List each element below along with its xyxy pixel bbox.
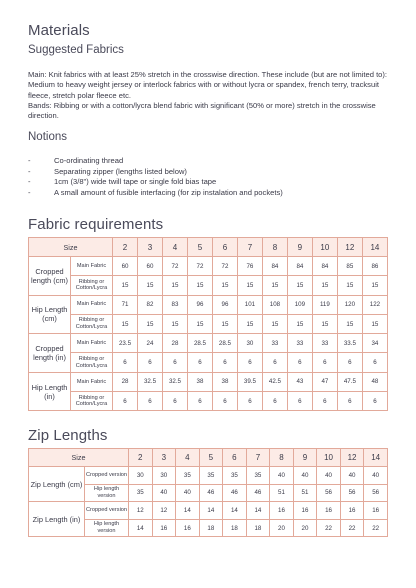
table-row bbox=[29, 467, 388, 485]
size-column-header: 6 bbox=[212, 238, 237, 257]
value-cell: 6 bbox=[287, 353, 312, 372]
value-cell: 15 bbox=[212, 314, 237, 333]
fabric-requirements-heading: Fabric requirements bbox=[28, 216, 164, 233]
size-column-header: 14 bbox=[362, 238, 387, 257]
value-cell: 6 bbox=[237, 353, 262, 372]
value-cell: 84 bbox=[312, 257, 337, 276]
bullet-dash: - bbox=[28, 156, 31, 165]
value-cell: 30 bbox=[237, 334, 262, 353]
value-cell: 40 bbox=[293, 467, 317, 485]
value-cell: 15 bbox=[237, 276, 262, 295]
value-cell: 14 bbox=[223, 502, 247, 520]
value-cell: 101 bbox=[237, 295, 262, 314]
value-cell: 16 bbox=[340, 502, 364, 520]
value-cell: 47 bbox=[312, 372, 337, 391]
row-label-cell: Cropped version bbox=[85, 502, 129, 520]
value-cell: 83 bbox=[162, 295, 187, 314]
value-cell: 33 bbox=[262, 334, 287, 353]
notion-item bbox=[28, 167, 388, 178]
value-cell: 72 bbox=[162, 257, 187, 276]
size-header-cell: Size bbox=[29, 449, 129, 467]
bullet-dash: - bbox=[28, 166, 31, 176]
table-row bbox=[29, 353, 388, 372]
value-cell: 15 bbox=[138, 314, 163, 333]
value-cell: 18 bbox=[223, 519, 247, 537]
value-cell: 16 bbox=[364, 502, 388, 520]
value-cell: 6 bbox=[337, 353, 362, 372]
size-column-header: 14 bbox=[364, 449, 388, 467]
size-column-header: 2 bbox=[113, 238, 138, 257]
size-column-header: 8 bbox=[270, 449, 294, 467]
notion-text: Separating zipper (lengths listed below) bbox=[54, 166, 187, 176]
value-cell: 22 bbox=[364, 519, 388, 537]
value-cell: 32.5 bbox=[162, 372, 187, 391]
value-cell: 14 bbox=[129, 519, 153, 537]
row-label-cell: Ribbing or Cotton/Lycra bbox=[71, 392, 113, 411]
value-cell: 15 bbox=[262, 276, 287, 295]
size-column-header: 10 bbox=[312, 238, 337, 257]
row-label-cell: Main Fabric bbox=[71, 257, 113, 276]
zip-lengths-table bbox=[28, 448, 388, 537]
value-cell: 76 bbox=[237, 257, 262, 276]
value-cell: 32.5 bbox=[138, 372, 163, 391]
value-cell: 28.5 bbox=[212, 334, 237, 353]
size-column-header: 8 bbox=[262, 238, 287, 257]
notion-text: Co-ordinating thread bbox=[54, 156, 124, 165]
value-cell: 33 bbox=[287, 334, 312, 353]
value-cell: 84 bbox=[287, 257, 312, 276]
value-cell: 47.5 bbox=[337, 372, 362, 391]
value-cell: 15 bbox=[187, 314, 212, 333]
value-cell: 6 bbox=[138, 353, 163, 372]
value-cell: 6 bbox=[113, 392, 138, 411]
notions-heading: Notions bbox=[28, 131, 67, 143]
size-column-header: 3 bbox=[138, 238, 163, 257]
value-cell: 72 bbox=[187, 257, 212, 276]
size-header-cell: Size bbox=[29, 238, 113, 257]
value-cell: 33 bbox=[312, 334, 337, 353]
group-label-cell: Hip Length (in) bbox=[29, 372, 71, 411]
value-cell: 122 bbox=[362, 295, 387, 314]
group-label-cell: Cropped length (in) bbox=[29, 334, 71, 373]
value-cell: 16 bbox=[293, 502, 317, 520]
value-cell: 22 bbox=[340, 519, 364, 537]
value-cell: 6 bbox=[237, 392, 262, 411]
value-cell: 46 bbox=[246, 484, 270, 502]
value-cell: 16 bbox=[152, 519, 176, 537]
main-fabric-description: Main: Knit fabrics with at least 25% stretch in the crosswise direction. These include (but are not limited to): Medium to heavy weight jersey or interlock fabrics with or without lycra or spandex, french terry, tracksuit fleece, stretch polar fleece etc. bbox=[28, 70, 388, 100]
value-cell: 86 bbox=[362, 257, 387, 276]
row-label-cell: Ribbing or Cotton/Lycra bbox=[71, 353, 113, 372]
value-cell: 35 bbox=[246, 467, 270, 485]
table-row bbox=[29, 295, 388, 314]
row-label-cell: Cropped version bbox=[85, 467, 129, 485]
table-row bbox=[29, 372, 388, 391]
value-cell: 84 bbox=[262, 257, 287, 276]
value-cell: 40 bbox=[270, 467, 294, 485]
notions-list bbox=[28, 156, 388, 198]
row-label-cell: Hip length version bbox=[85, 519, 129, 537]
value-cell: 16 bbox=[317, 502, 341, 520]
value-cell: 6 bbox=[187, 392, 212, 411]
value-cell: 71 bbox=[113, 295, 138, 314]
value-cell: 109 bbox=[287, 295, 312, 314]
notion-text: 1cm (3/8") wide twill tape or single fold bias tape bbox=[54, 177, 217, 187]
value-cell: 15 bbox=[237, 314, 262, 333]
value-cell: 15 bbox=[113, 314, 138, 333]
value-cell: 6 bbox=[262, 392, 287, 411]
value-cell: 18 bbox=[246, 519, 270, 537]
value-cell: 40 bbox=[152, 484, 176, 502]
value-cell: 43 bbox=[287, 372, 312, 391]
bands-fabric-description: Bands: Ribbing or with a cotton/lycra blend fabric with significant (50% or more) stretch in the crosswise direction. bbox=[28, 101, 376, 121]
value-cell: 15 bbox=[287, 276, 312, 295]
value-cell: 82 bbox=[138, 295, 163, 314]
bullet-dash: - bbox=[28, 187, 31, 197]
group-label-cell: Hip Length (cm) bbox=[29, 295, 71, 334]
value-cell: 33.5 bbox=[337, 334, 362, 353]
value-cell: 40 bbox=[340, 467, 364, 485]
table-row bbox=[29, 502, 388, 520]
value-cell: 15 bbox=[212, 276, 237, 295]
value-cell: 38 bbox=[187, 372, 212, 391]
value-cell: 56 bbox=[317, 484, 341, 502]
value-cell: 34 bbox=[362, 334, 387, 353]
value-cell: 15 bbox=[312, 276, 337, 295]
value-cell: 6 bbox=[312, 392, 337, 411]
table-row bbox=[29, 257, 388, 276]
value-cell: 15 bbox=[287, 314, 312, 333]
value-cell: 40 bbox=[317, 467, 341, 485]
size-column-header: 10 bbox=[317, 449, 341, 467]
value-cell: 6 bbox=[212, 353, 237, 372]
value-cell: 15 bbox=[337, 276, 362, 295]
value-cell: 38 bbox=[212, 372, 237, 391]
value-cell: 15 bbox=[162, 276, 187, 295]
value-cell: 56 bbox=[364, 484, 388, 502]
size-column-header: 7 bbox=[246, 449, 270, 467]
size-column-header: 5 bbox=[187, 238, 212, 257]
size-column-header: 3 bbox=[152, 449, 176, 467]
value-cell: 28 bbox=[113, 372, 138, 391]
value-cell: 15 bbox=[113, 276, 138, 295]
value-cell: 119 bbox=[312, 295, 337, 314]
value-cell: 30 bbox=[129, 467, 153, 485]
group-label-cell: Zip Length (cm) bbox=[29, 467, 85, 502]
value-cell: 14 bbox=[176, 502, 200, 520]
row-label-cell: Hip length version bbox=[85, 484, 129, 502]
value-cell: 15 bbox=[162, 314, 187, 333]
notion-item bbox=[28, 177, 388, 188]
group-label-cell: Cropped length (cm) bbox=[29, 257, 71, 296]
value-cell: 24 bbox=[138, 334, 163, 353]
value-cell: 15 bbox=[312, 314, 337, 333]
value-cell: 28.5 bbox=[187, 334, 212, 353]
value-cell: 20 bbox=[270, 519, 294, 537]
group-label-cell: Zip Length (in) bbox=[29, 502, 85, 537]
value-cell: 28 bbox=[162, 334, 187, 353]
value-cell: 15 bbox=[262, 314, 287, 333]
value-cell: 96 bbox=[187, 295, 212, 314]
value-cell: 6 bbox=[113, 353, 138, 372]
value-cell: 60 bbox=[113, 257, 138, 276]
row-label-cell: Ribbing or Cotton/Lycra bbox=[71, 314, 113, 333]
size-column-header: 6 bbox=[223, 449, 247, 467]
size-column-header: 4 bbox=[162, 238, 187, 257]
value-cell: 40 bbox=[176, 484, 200, 502]
value-cell: 14 bbox=[246, 502, 270, 520]
value-cell: 6 bbox=[162, 353, 187, 372]
suggested-fabrics-heading: Suggested Fabrics bbox=[28, 44, 124, 56]
value-cell: 12 bbox=[152, 502, 176, 520]
value-cell: 46 bbox=[199, 484, 223, 502]
size-column-header: 9 bbox=[293, 449, 317, 467]
value-cell: 6 bbox=[287, 392, 312, 411]
value-cell: 48 bbox=[362, 372, 387, 391]
value-cell: 30 bbox=[152, 467, 176, 485]
notion-item bbox=[28, 156, 388, 167]
value-cell: 16 bbox=[176, 519, 200, 537]
value-cell: 85 bbox=[337, 257, 362, 276]
fabric-requirements-table bbox=[28, 237, 388, 411]
value-cell: 6 bbox=[262, 353, 287, 372]
value-cell: 72 bbox=[212, 257, 237, 276]
value-cell: 20 bbox=[293, 519, 317, 537]
value-cell: 15 bbox=[362, 314, 387, 333]
value-cell: 6 bbox=[362, 392, 387, 411]
value-cell: 35 bbox=[223, 467, 247, 485]
value-cell: 35 bbox=[129, 484, 153, 502]
notion-item bbox=[28, 188, 388, 199]
value-cell: 15 bbox=[187, 276, 212, 295]
value-cell: 51 bbox=[270, 484, 294, 502]
value-cell: 6 bbox=[312, 353, 337, 372]
row-label-cell: Main Fabric bbox=[71, 372, 113, 391]
value-cell: 35 bbox=[199, 467, 223, 485]
materials-heading: Materials bbox=[28, 22, 90, 39]
notion-text: A small amount of fusible interfacing (for zip instalation and pockets) bbox=[54, 187, 283, 197]
value-cell: 16 bbox=[270, 502, 294, 520]
row-label-cell: Ribbing or Cotton/Lycra bbox=[71, 276, 113, 295]
value-cell: 39.5 bbox=[237, 372, 262, 391]
value-cell: 60 bbox=[138, 257, 163, 276]
value-cell: 12 bbox=[129, 502, 153, 520]
table-row bbox=[29, 276, 388, 295]
value-cell: 22 bbox=[317, 519, 341, 537]
size-column-header: 9 bbox=[287, 238, 312, 257]
value-cell: 18 bbox=[199, 519, 223, 537]
value-cell: 96 bbox=[212, 295, 237, 314]
value-cell: 6 bbox=[337, 392, 362, 411]
value-cell: 6 bbox=[212, 392, 237, 411]
value-cell: 14 bbox=[199, 502, 223, 520]
value-cell: 40 bbox=[364, 467, 388, 485]
table-row bbox=[29, 314, 388, 333]
row-label-cell: Main Fabric bbox=[71, 295, 113, 314]
value-cell: 15 bbox=[337, 314, 362, 333]
size-column-header: 7 bbox=[237, 238, 262, 257]
value-cell: 15 bbox=[362, 276, 387, 295]
row-label-cell: Main Fabric bbox=[71, 334, 113, 353]
value-cell: 46 bbox=[223, 484, 247, 502]
zip-lengths-heading: Zip Lengths bbox=[28, 427, 108, 444]
table-row bbox=[29, 392, 388, 411]
value-cell: 35 bbox=[176, 467, 200, 485]
value-cell: 23.5 bbox=[113, 334, 138, 353]
value-cell: 42.5 bbox=[262, 372, 287, 391]
value-cell: 6 bbox=[138, 392, 163, 411]
value-cell: 6 bbox=[162, 392, 187, 411]
value-cell: 15 bbox=[138, 276, 163, 295]
header-row bbox=[29, 238, 388, 257]
size-column-header: 5 bbox=[199, 449, 223, 467]
bullet-dash: - bbox=[28, 177, 31, 187]
value-cell: 6 bbox=[362, 353, 387, 372]
table-row bbox=[29, 334, 388, 353]
size-column-header: 4 bbox=[176, 449, 200, 467]
value-cell: 108 bbox=[262, 295, 287, 314]
value-cell: 6 bbox=[187, 353, 212, 372]
size-column-header: 12 bbox=[337, 238, 362, 257]
value-cell: 56 bbox=[340, 484, 364, 502]
size-column-header: 2 bbox=[129, 449, 153, 467]
header-row bbox=[29, 449, 388, 467]
value-cell: 51 bbox=[293, 484, 317, 502]
value-cell: 120 bbox=[337, 295, 362, 314]
size-column-header: 12 bbox=[340, 449, 364, 467]
